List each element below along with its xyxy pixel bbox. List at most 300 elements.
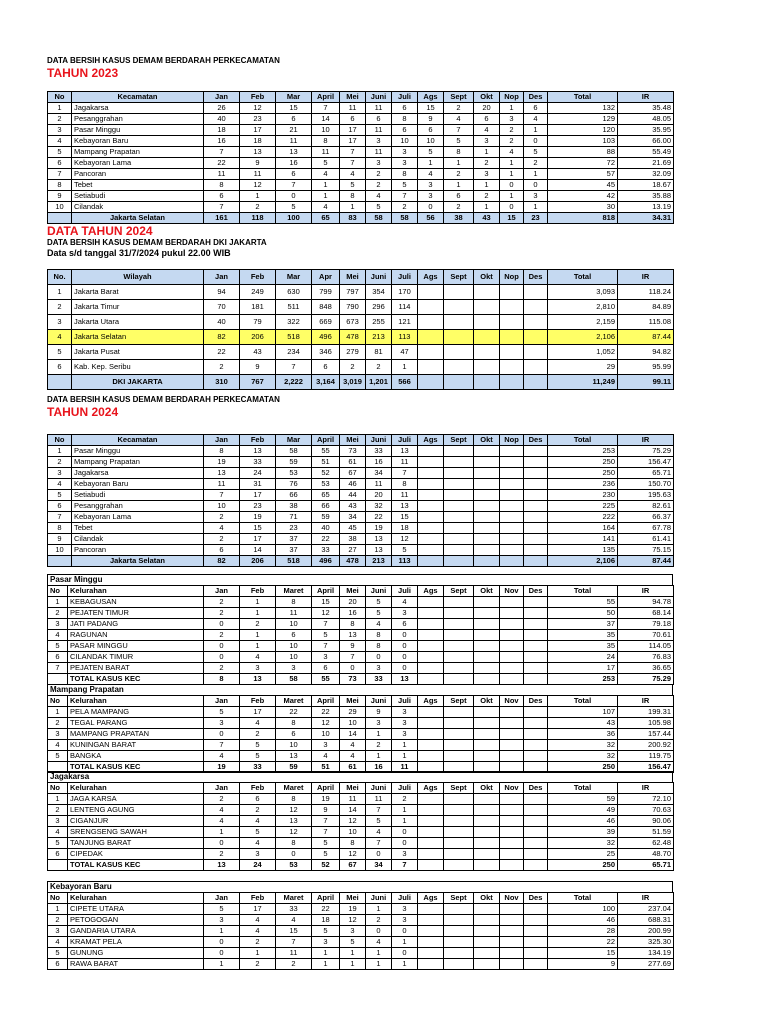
table-cell: 15 xyxy=(276,926,312,937)
table-cell xyxy=(444,345,474,360)
table-cell: 32 xyxy=(548,751,618,762)
table-cell: 518 xyxy=(276,330,312,345)
table-kec-2024 xyxy=(47,434,674,567)
table-cell xyxy=(474,641,500,652)
table-cell xyxy=(474,849,500,860)
column-header: Okt xyxy=(474,696,500,707)
table-cell: 5 xyxy=(366,608,392,619)
table-cell: 47 xyxy=(392,345,418,360)
table-cell xyxy=(500,545,524,556)
table-cell: 200.99 xyxy=(618,926,674,937)
table-cell: 1 xyxy=(312,191,340,202)
total-cell: 23 xyxy=(524,213,548,224)
column-header: Juli xyxy=(392,586,418,597)
table-kec-2023 xyxy=(47,91,674,224)
total-row xyxy=(48,556,674,567)
table-cell: 511 xyxy=(276,300,312,315)
table-row xyxy=(48,849,674,860)
table-cell: 29 xyxy=(548,360,618,375)
column-header: Des xyxy=(524,92,548,103)
column-header: Ags xyxy=(418,586,444,597)
table-cell: 12 xyxy=(240,103,276,114)
table-cell: 11 xyxy=(366,479,392,490)
table-cell: 10 xyxy=(276,641,312,652)
table-cell: 250 xyxy=(548,457,618,468)
table-cell: 5 xyxy=(340,937,366,948)
table-cell: 11 xyxy=(204,169,240,180)
table-cell: 141 xyxy=(548,534,618,545)
table-cell: 59 xyxy=(548,794,618,805)
table-cell: 49 xyxy=(548,805,618,816)
table-cell: 1 xyxy=(312,948,340,959)
column-header: Mei xyxy=(340,893,366,904)
column-header: Jan xyxy=(204,435,240,446)
table-cell: 17 xyxy=(340,136,366,147)
total-row xyxy=(48,860,674,871)
table-cell: Tebet xyxy=(72,523,204,534)
table-cell xyxy=(444,300,474,315)
column-header: Mei xyxy=(340,435,366,446)
table-cell: 22 xyxy=(312,534,340,545)
table-cell: 10 xyxy=(312,125,340,136)
table-cell: 103 xyxy=(548,136,618,147)
column-header: Juli xyxy=(392,270,418,285)
total-cell xyxy=(474,674,500,685)
table-cell xyxy=(48,375,72,390)
column-header: Sept xyxy=(444,783,474,794)
column-header: IR xyxy=(618,92,674,103)
table-cell: 13.19 xyxy=(618,202,674,213)
table-row xyxy=(48,959,674,970)
table-row xyxy=(48,360,674,375)
column-header: April xyxy=(312,586,340,597)
table-row xyxy=(48,937,674,948)
table-cell: 5 xyxy=(312,158,340,169)
table-cell: 70 xyxy=(204,300,240,315)
column-header: Juni xyxy=(366,270,392,285)
table-cell xyxy=(500,805,524,816)
table-cell: 1 xyxy=(366,904,392,915)
column-header: Nop xyxy=(500,270,524,285)
column-header: Sept xyxy=(444,435,474,446)
table-cell: 19 xyxy=(204,457,240,468)
table-cell: 2 xyxy=(474,158,500,169)
table-row xyxy=(48,345,674,360)
table-cell: 1 xyxy=(500,158,524,169)
table-cell: 0 xyxy=(204,948,240,959)
table-cell: 3 xyxy=(392,608,418,619)
table-cell xyxy=(418,468,444,479)
table-cell: 66.00 xyxy=(618,136,674,147)
table-cell xyxy=(524,707,548,718)
table-cell: 11 xyxy=(240,169,276,180)
table-cell: 2 xyxy=(524,158,548,169)
table-cell: 17 xyxy=(240,490,276,501)
table-cell: 4 xyxy=(340,169,366,180)
table-cell xyxy=(500,740,524,751)
table-cell xyxy=(524,608,548,619)
column-header: Kelurahan xyxy=(68,586,204,597)
table-cell: 35.95 xyxy=(618,125,674,136)
table-cell: 5 xyxy=(524,147,548,158)
total-cell: 53 xyxy=(276,860,312,871)
table-cell: 114.05 xyxy=(618,641,674,652)
table-cell xyxy=(524,545,548,556)
table-cell: 67 xyxy=(340,468,366,479)
table-cell: 12 xyxy=(312,608,340,619)
table-cell: 3 xyxy=(48,468,72,479)
table-cell: 3 xyxy=(366,663,392,674)
total-cell xyxy=(500,674,524,685)
total-cell xyxy=(418,860,444,871)
table-cell: 22 xyxy=(366,512,392,523)
total-cell xyxy=(418,556,444,567)
table-cell: Jagakarsa xyxy=(72,103,204,114)
table-cell: 13 xyxy=(204,468,240,479)
total-cell: 33 xyxy=(240,762,276,773)
table-cell xyxy=(418,345,444,360)
table-cell: 3 xyxy=(392,147,418,158)
column-header: IR xyxy=(618,893,674,904)
table-cell: 5 xyxy=(204,707,240,718)
table-cell: 4 xyxy=(240,652,276,663)
table-cell: 1 xyxy=(204,959,240,970)
table-cell xyxy=(418,330,444,345)
table-cell: LENTENG AGUNG xyxy=(68,805,204,816)
table-cell xyxy=(474,740,500,751)
column-header: April xyxy=(312,893,340,904)
table-cell: 37 xyxy=(548,619,618,630)
table-cell: 2 xyxy=(240,959,276,970)
table-cell: 3 xyxy=(524,191,548,202)
table-cell xyxy=(524,619,548,630)
table-cell: 33 xyxy=(276,904,312,915)
table-cell: BANGKA xyxy=(68,751,204,762)
table-cell: 15 xyxy=(240,523,276,534)
table-cell xyxy=(444,959,474,970)
column-header: Juli xyxy=(392,696,418,707)
table-cell xyxy=(500,490,524,501)
table-cell: 157.44 xyxy=(618,729,674,740)
section-title: TAHUN 2024 xyxy=(47,405,119,419)
table-cell: 20 xyxy=(474,103,500,114)
table-cell: 5 xyxy=(418,147,444,158)
table-cell: 2 xyxy=(48,915,68,926)
table-cell: 225 xyxy=(548,501,618,512)
table-cell: 7 xyxy=(204,490,240,501)
table-cell: 113 xyxy=(392,330,418,345)
table-cell xyxy=(444,849,474,860)
table-cell: Tebet xyxy=(72,180,204,191)
table-cell xyxy=(418,523,444,534)
table-cell: 12 xyxy=(392,534,418,545)
table-cell: 7 xyxy=(276,937,312,948)
column-header: Sept xyxy=(444,270,474,285)
table-cell xyxy=(474,663,500,674)
table-cell: 848 xyxy=(312,300,340,315)
table-cell: 13 xyxy=(276,147,312,158)
table-cell: 5 xyxy=(48,147,72,158)
table-cell: 34 xyxy=(366,468,392,479)
table-cell: 38 xyxy=(276,501,312,512)
table-cell: 10 xyxy=(418,136,444,147)
header-row xyxy=(48,586,674,597)
table-cell: Jakarta Utara xyxy=(72,315,204,330)
column-header: Maret xyxy=(276,893,312,904)
table-cell xyxy=(500,315,524,330)
table-cell: 6 xyxy=(524,103,548,114)
table-cell: 3 xyxy=(392,718,418,729)
total-cell xyxy=(474,860,500,871)
table-cell: 156.47 xyxy=(618,457,674,468)
table-cell: 12 xyxy=(240,180,276,191)
total-cell xyxy=(474,556,500,567)
table-cell: 19 xyxy=(312,794,340,805)
total-cell xyxy=(500,860,524,871)
table-cell xyxy=(474,523,500,534)
table-cell xyxy=(444,545,474,556)
table-cell: 75.15 xyxy=(618,545,674,556)
table-cell: 1 xyxy=(204,827,240,838)
table-row xyxy=(48,468,674,479)
table-cell: 6 xyxy=(276,630,312,641)
table-cell: 1 xyxy=(474,202,500,213)
table-cell xyxy=(418,827,444,838)
total-cell: 250 xyxy=(548,860,618,871)
table-cell: 9 xyxy=(418,114,444,125)
table-cell: 354 xyxy=(366,285,392,300)
table-cell xyxy=(500,915,524,926)
table-cell xyxy=(524,641,548,652)
table-cell: 3 xyxy=(366,158,392,169)
table-cell: PELA MAMPANG xyxy=(68,707,204,718)
column-header: Kelurahan xyxy=(68,893,204,904)
table-cell: 673 xyxy=(340,315,366,330)
table-cell: 50 xyxy=(548,608,618,619)
table-cell: 1 xyxy=(240,191,276,202)
column-header: Total xyxy=(548,435,618,446)
table-cell: 150.70 xyxy=(618,479,674,490)
total-cell: 2,106 xyxy=(548,556,618,567)
table-cell xyxy=(474,959,500,970)
header-row xyxy=(48,893,674,904)
table-cell: 11 xyxy=(366,147,392,158)
table-cell: 4 xyxy=(204,523,240,534)
table-cell: KRAMAT PELA xyxy=(68,937,204,948)
column-header: Juli xyxy=(392,92,418,103)
table-cell: 8 xyxy=(340,619,366,630)
table-cell: 16 xyxy=(366,457,392,468)
table-cell: 71 xyxy=(276,512,312,523)
table-cell: 1 xyxy=(392,937,418,948)
table-cell: 1 xyxy=(474,180,500,191)
table-cell: 3 xyxy=(392,915,418,926)
table-row xyxy=(48,103,674,114)
table-cell: 9 xyxy=(240,158,276,169)
table-row xyxy=(48,300,674,315)
table-cell: 14 xyxy=(240,545,276,556)
column-header: No xyxy=(48,893,68,904)
table-cell: 88 xyxy=(548,147,618,158)
table-cell: 7 xyxy=(48,512,72,523)
table-cell: 2 xyxy=(204,608,240,619)
table-cell xyxy=(418,630,444,641)
total-row xyxy=(48,213,674,224)
table-cell: 10 xyxy=(204,501,240,512)
total-cell xyxy=(500,556,524,567)
table-cell xyxy=(418,849,444,860)
table-cell: 3 xyxy=(204,718,240,729)
table-cell: 59 xyxy=(276,457,312,468)
table-cell: 43 xyxy=(240,345,276,360)
column-header: Juli xyxy=(392,435,418,446)
table-cell: 0 xyxy=(204,729,240,740)
table-cell xyxy=(524,816,548,827)
table-cell: 1 xyxy=(48,103,72,114)
table-cell: 4 xyxy=(48,479,72,490)
table-cell: 5 xyxy=(48,490,72,501)
table-cell: 2 xyxy=(204,794,240,805)
table-cell xyxy=(444,512,474,523)
table-row xyxy=(48,707,674,718)
table-cell xyxy=(474,315,500,330)
table-cell: 44 xyxy=(340,490,366,501)
table-cell: 9 xyxy=(340,641,366,652)
table-cell: 322 xyxy=(276,315,312,330)
total-cell: 58 xyxy=(392,213,418,224)
section-kec-2023 xyxy=(47,56,673,80)
table-cell xyxy=(444,663,474,674)
table-cell xyxy=(474,360,500,375)
table-cell: 34 xyxy=(340,512,366,523)
table-cell: 5 xyxy=(392,180,418,191)
table-cell: 7 xyxy=(312,816,340,827)
table-cell: 10 xyxy=(276,652,312,663)
table-cell: 2 xyxy=(392,794,418,805)
table-cell: 11 xyxy=(340,794,366,805)
table-cell: 55.49 xyxy=(618,147,674,158)
table-cell: 4 xyxy=(240,838,276,849)
table-cell xyxy=(444,915,474,926)
table-cell: 5 xyxy=(312,926,340,937)
table-cell xyxy=(474,915,500,926)
table-cell xyxy=(474,926,500,937)
table-cell: 8 xyxy=(204,446,240,457)
total-cell: 13 xyxy=(392,674,418,685)
table-cell: 5 xyxy=(312,849,340,860)
table-cell: 12 xyxy=(312,718,340,729)
table-row xyxy=(48,457,674,468)
table-cell: 7 xyxy=(276,180,312,191)
table-cell xyxy=(474,446,500,457)
table-cell xyxy=(418,740,444,751)
table-cell: 15 xyxy=(312,597,340,608)
table-cell: 1 xyxy=(312,180,340,191)
table-cell: 4 xyxy=(312,169,340,180)
table-cell: 84.89 xyxy=(618,300,674,315)
total-cell: 51 xyxy=(312,762,340,773)
table-cell: Setiabudi xyxy=(72,490,204,501)
total-cell: 8 xyxy=(204,674,240,685)
table-cell: PASAR MINGGU xyxy=(68,641,204,652)
total-cell: 52 xyxy=(312,860,340,871)
table-cell: 8 xyxy=(204,180,240,191)
total-cell: TOTAL KASUS KEC xyxy=(68,762,204,773)
table-cell: Mampang Prapatan xyxy=(72,457,204,468)
total-cell: DKI JAKARTA xyxy=(72,375,204,390)
table-cell: 3 xyxy=(418,191,444,202)
table-cell: 0 xyxy=(418,202,444,213)
table-cell: 13 xyxy=(340,630,366,641)
column-header: Mei xyxy=(340,586,366,597)
header-row xyxy=(48,270,674,285)
table-cell: 7 xyxy=(340,158,366,169)
total-cell: 11 xyxy=(392,762,418,773)
table-cell: 2 xyxy=(240,937,276,948)
table-cell: JATI PADANG xyxy=(68,619,204,630)
table-row xyxy=(48,663,674,674)
table-cell xyxy=(524,360,548,375)
column-header: Ags xyxy=(418,270,444,285)
table-cell xyxy=(444,816,474,827)
table-cell: 38 xyxy=(340,534,366,545)
table-cell: 1 xyxy=(444,158,474,169)
table-cell: 5 xyxy=(366,202,392,213)
table-cell: 5 xyxy=(48,641,68,652)
table-cell: 70.63 xyxy=(618,805,674,816)
table-cell: 11 xyxy=(312,147,340,158)
total-cell: 19 xyxy=(204,762,240,773)
section-title: TAHUN 2023 xyxy=(47,66,119,80)
table-cell xyxy=(500,827,524,838)
table-cell xyxy=(524,300,548,315)
table-cell: 0 xyxy=(392,652,418,663)
total-cell: 33 xyxy=(366,674,392,685)
table-cell: 181 xyxy=(240,300,276,315)
table-row xyxy=(48,523,674,534)
table-cell: 2,810 xyxy=(548,300,618,315)
table-cell xyxy=(444,597,474,608)
total-cell: 15 xyxy=(500,213,524,224)
table-cell xyxy=(474,330,500,345)
table-cell: 2 xyxy=(276,959,312,970)
total-cell: 2,222 xyxy=(276,375,312,390)
table-cell: 3 xyxy=(392,849,418,860)
total-cell: 16 xyxy=(366,762,392,773)
table-cell: 3 xyxy=(48,315,72,330)
table-cell: 3 xyxy=(204,915,240,926)
table-cell: 1 xyxy=(392,751,418,762)
table-cell: 11 xyxy=(276,948,312,959)
table-cell: 8 xyxy=(276,838,312,849)
table-cell xyxy=(474,597,500,608)
table-cell: 688.31 xyxy=(618,915,674,926)
table-cell: 19 xyxy=(240,512,276,523)
table-cell: 2 xyxy=(240,202,276,213)
table-cell: 35 xyxy=(548,641,618,652)
table-cell: 135 xyxy=(548,545,618,556)
table-cell xyxy=(474,838,500,849)
table-cell: 1 xyxy=(500,169,524,180)
total-cell: 206 xyxy=(240,556,276,567)
column-header: Jan xyxy=(204,270,240,285)
table-row xyxy=(48,285,674,300)
table-cell: 2 xyxy=(366,169,392,180)
column-header: Total xyxy=(548,696,618,707)
column-header: Juni xyxy=(366,92,392,103)
table-cell xyxy=(474,468,500,479)
table-cell: 65 xyxy=(312,490,340,501)
